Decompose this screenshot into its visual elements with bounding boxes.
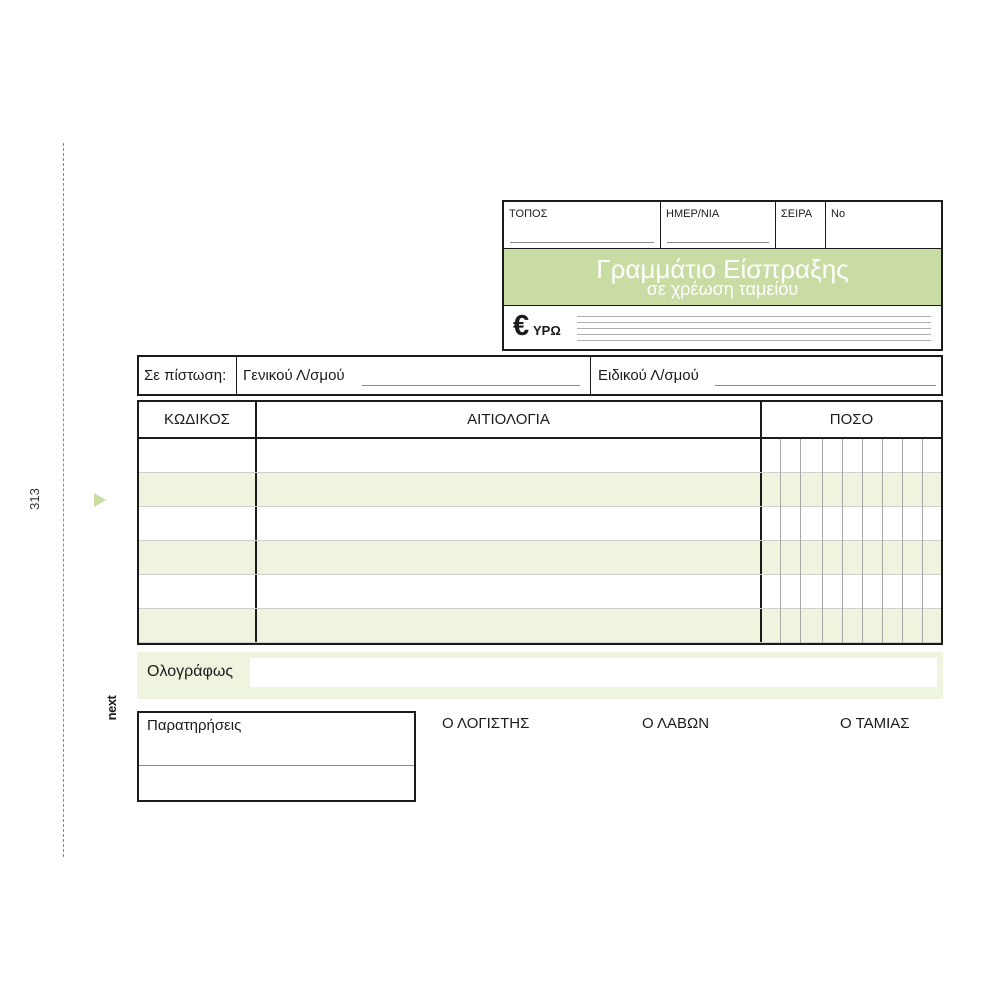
euro-icon: € — [513, 310, 530, 342]
series-field — [776, 202, 826, 248]
digit-divider — [922, 439, 923, 643]
currency-row — [504, 305, 941, 349]
table-body — [139, 439, 941, 643]
digit-divider — [842, 439, 843, 643]
digit-divider — [800, 439, 801, 643]
description-cell — [257, 473, 762, 506]
perforation-line — [63, 143, 64, 857]
receipt-header-box — [502, 200, 943, 351]
code-cell — [139, 507, 257, 540]
receiver-signature-label: Ο ΛΑΒΩΝ — [642, 715, 710, 732]
description-cell — [257, 541, 762, 574]
credit-row — [137, 355, 943, 396]
amount-in-words-row — [137, 652, 943, 699]
number-label: Νο — [831, 208, 846, 220]
digit-divider — [862, 439, 863, 643]
remarks-box — [137, 711, 416, 802]
description-cell — [257, 439, 762, 472]
code-cell — [139, 439, 257, 472]
place-field — [504, 202, 661, 248]
general-account-field — [237, 357, 591, 394]
date-field — [661, 202, 776, 248]
form-code: 313 — [27, 488, 42, 510]
date-label: ΗΜΕΡ/ΝΙΑ — [666, 208, 720, 220]
series-label: ΣΕΙΡΑ — [781, 208, 813, 220]
amount-line — [577, 328, 931, 329]
column-amount: ΠΟΣΟ — [829, 411, 874, 428]
title-band — [504, 249, 941, 305]
digit-divider — [780, 439, 781, 643]
header-fields-row — [504, 202, 941, 249]
digit-divider — [822, 439, 823, 643]
code-cell — [139, 541, 257, 574]
amount-line — [577, 334, 931, 335]
amount-line — [577, 340, 931, 341]
items-table — [137, 400, 943, 645]
code-cell — [139, 575, 257, 608]
general-account-underline — [362, 385, 580, 386]
accountant-signature-label: Ο ΛΟΓΙΣΤΗΣ — [442, 715, 530, 732]
amount-digit-grid — [762, 439, 940, 643]
column-code: ΚΩΔΙΚΟΣ — [139, 402, 257, 437]
special-account-field — [591, 357, 941, 394]
special-account-underline — [715, 385, 936, 386]
cashier-signature-label: Ο ΤΑΜΙΑΣ — [840, 715, 910, 732]
arrow-right-icon — [94, 493, 106, 507]
brand-logo: next — [104, 695, 119, 721]
remarks-label: Παρατηρήσεις — [147, 717, 242, 734]
amount-in-words-field — [250, 658, 937, 687]
amount-in-words-label: Ολογράφως — [147, 663, 234, 680]
description-cell — [257, 609, 762, 642]
form-subtitle: σε χρέωση ταμείου — [646, 279, 799, 299]
digit-divider — [882, 439, 883, 643]
number-field — [826, 202, 941, 248]
special-account-label: Ειδικού Λ/σμού — [598, 367, 699, 384]
place-underline — [510, 242, 654, 243]
digit-divider — [902, 439, 903, 643]
amount-line — [577, 322, 931, 323]
place-label: ΤΟΠΟΣ — [509, 208, 548, 220]
code-cell — [139, 609, 257, 642]
description-cell — [257, 507, 762, 540]
description-cell — [257, 575, 762, 608]
table-header — [139, 402, 941, 439]
code-cell — [139, 473, 257, 506]
date-underline — [667, 242, 769, 243]
column-description: ΑΙΤΙΟΛΟΓΙΑ — [257, 402, 762, 437]
general-account-label: Γενικού Λ/σμού — [243, 367, 345, 384]
credit-label: Σε πίστωση: — [139, 357, 237, 394]
remarks-divider — [139, 765, 414, 766]
amount-line — [577, 316, 931, 317]
currency-label: ΥΡΩ — [533, 323, 561, 338]
form-title: Γραμμάτιο Είσπραξης — [596, 254, 849, 284]
